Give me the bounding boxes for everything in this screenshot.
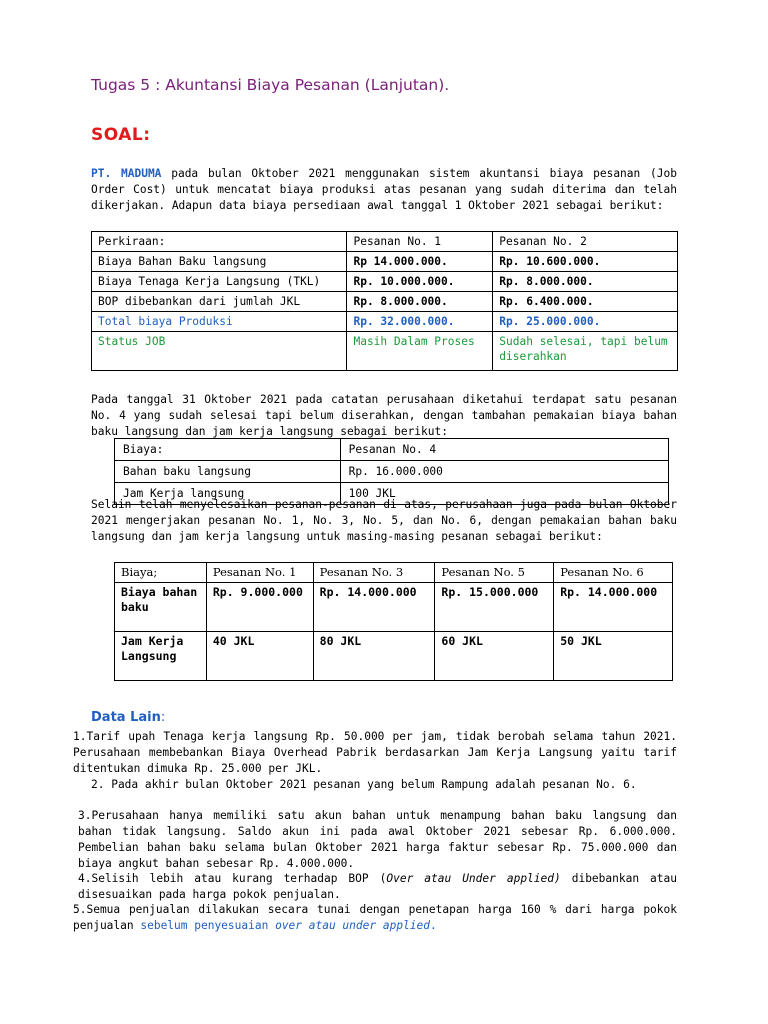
table-cell: 80 JKL	[313, 632, 435, 681]
table-header-cell: Pesanan No. 2	[493, 232, 678, 252]
item5-text-c: over atau under applied	[275, 919, 430, 932]
table-order-4	[114, 438, 669, 505]
list-item	[73, 902, 677, 934]
table-cell: 100 JKL	[340, 483, 668, 505]
table-cell: Rp. 25.000.000.	[493, 312, 678, 332]
table-cell: Rp. 16.000.000	[340, 461, 668, 483]
list-item	[78, 871, 677, 903]
table-header-cell: Pesanan No. 3	[313, 563, 435, 583]
table-cell: Bahan baku langsung	[115, 461, 341, 483]
table-cell: Rp. 10.600.000.	[493, 252, 678, 272]
table-row	[115, 583, 673, 632]
table-cell: Rp. 9.000.000	[206, 583, 313, 632]
item4-text-b: Over atau Under applied)	[386, 872, 561, 885]
table-cell: Jam Kerja langsung	[115, 483, 341, 505]
paragraph-other-orders: Selain telah menyelesaikan pesanan-pesanan di atas, perusahaan juga pada bulan Oktober 2021 mengerjakan pesanan No. 1, No. 3, No. 5, dan No. 6, dengan pemakaian bahan baku langsung dan jam kerja langsung untuk masing-masing pesanan sebagai berikut:	[91, 498, 677, 543]
table-cell: 50 JKL	[554, 632, 673, 681]
table-cell: Rp. 10.000.000.	[347, 272, 493, 292]
item5-text-d: .	[430, 919, 437, 932]
intro-paragraph	[91, 166, 677, 214]
item5-text-a: 5.Semua penjualan dilakukan secara tunai dengan penetapan harga 160 % dari harga pokok penjualan	[73, 903, 677, 932]
table-header-row	[92, 232, 678, 252]
item5-text-b: sebelum penyesuaian	[140, 919, 276, 932]
table-header-cell: Pesanan No. 6	[554, 563, 673, 583]
table-header-row	[115, 439, 669, 461]
table-cell: Rp. 8.000.000.	[493, 272, 678, 292]
table-cell: Masih Dalam Proses	[347, 332, 493, 371]
data-lain-label: Data Lain	[91, 710, 161, 725]
table-cell: Biaya bahan baku	[115, 583, 207, 632]
table-cell: Status JOB	[92, 332, 347, 371]
table-header-cell: Pesanan No. 1	[347, 232, 493, 252]
table-cell: Jam Kerja Langsung	[115, 632, 207, 681]
item4-text-c: dibebankan atau disesuaikan pada harga pokok penjualan.	[78, 872, 678, 901]
table-row-status	[92, 332, 678, 371]
table-row	[92, 272, 678, 292]
table-row-total	[92, 312, 678, 332]
table-header-cell: Biaya;	[115, 563, 207, 583]
soal-heading: SOAL:	[91, 125, 151, 145]
table-header-cell: Pesanan No. 1	[206, 563, 313, 583]
table-row	[92, 292, 678, 312]
data-lain-colon: :	[160, 710, 166, 725]
table-cell: Rp. 32.000.000.	[347, 312, 493, 332]
intro-text: pada bulan Oktober 2021 menggunakan sistem akuntansi biaya pesanan (Job Order Cost) untuk mencatat biaya produksi atas pesanan yang sudah diterima dan telah dikerjakan. Adapun data biaya persediaan awal tanggal 1 Oktober 2021 sebagai berikut:	[91, 167, 677, 212]
table-other-orders	[114, 562, 673, 681]
list-item: 2. Pada akhir bulan Oktober 2021 pesanan yang belum Rampung adalah pesanan No. 6.	[91, 778, 637, 791]
paragraph-order-4: Pada tanggal 31 Oktober 2021 pada catatan perusahaan diketahui terdapat satu pesanan No. 4 yang sudah selesai tapi belum diserahkan, dengan tambahan pemakaian biaya bahan baku langsung dan jam kerja langsung sebagai berikut:	[91, 393, 677, 438]
table-cell: Rp. 6.400.000.	[493, 292, 678, 312]
page-title: Tugas 5 : Akuntansi Biaya Pesanan (Lanjutan).	[91, 76, 450, 94]
table-cell: Rp. 14.000.000	[554, 583, 673, 632]
table-cell: Rp. 14.000.000	[313, 583, 435, 632]
table-cell: 40 JKL	[206, 632, 313, 681]
table-cell: Rp. 15.000.000	[435, 583, 554, 632]
table-cell: Biaya Tenaga Kerja Langsung (TKL)	[92, 272, 347, 292]
table-header-row	[115, 563, 673, 583]
company-name: PT. MADUMA	[91, 167, 162, 180]
list-item: 1.Tarif upah Tenaga kerja langsung Rp. 50.000 per jam, tidak berobah selama tahun 2021. Perusahaan membebankan Biaya Overhead Pabrik berdasarkan Jam Kerja Langsung yaitu tarif ditentukan dimuka Rp. 25.000 per JKL.	[73, 730, 677, 775]
table-header-cell: Pesanan No. 5	[435, 563, 554, 583]
list-item: 3.Perusahaan hanya memiliki satu akun bahan untuk menampung bahan baku langsung dan bahan tidak langsung. Saldo akun ini pada awal Oktober 2021 sebesar Rp. 6.000.000. Pembelian bahan baku selama bulan Oktober 2021 harga faktur sebesar Rp. 75.000.000 dan biaya angkut bahan sebesar Rp. 4.000.000.	[78, 809, 677, 870]
table-row	[115, 632, 673, 681]
table-header-cell: Perkiraan:	[92, 232, 347, 252]
table-header-cell: Pesanan No. 4	[340, 439, 668, 461]
data-lain-heading	[91, 710, 165, 725]
table-row	[92, 252, 678, 272]
table-cell: BOP dibebankan dari jumlah JKL	[92, 292, 347, 312]
item4-text-a: 4.Selisih lebih atau kurang terhadap BOP (	[78, 872, 387, 885]
table-cell: Biaya Bahan Baku langsung	[92, 252, 347, 272]
table-cell: Total biaya Produksi	[92, 312, 347, 332]
table-cell: Rp 14.000.000.	[347, 252, 493, 272]
table-header-cell: Biaya:	[115, 439, 341, 461]
table-cell: Rp. 8.000.000.	[347, 292, 493, 312]
table-cell: Sudah selesai, tapi belum diserahkan	[493, 332, 678, 371]
table-cell: 60 JKL	[435, 632, 554, 681]
table-row	[115, 461, 669, 483]
table-opening-balance	[91, 231, 678, 371]
